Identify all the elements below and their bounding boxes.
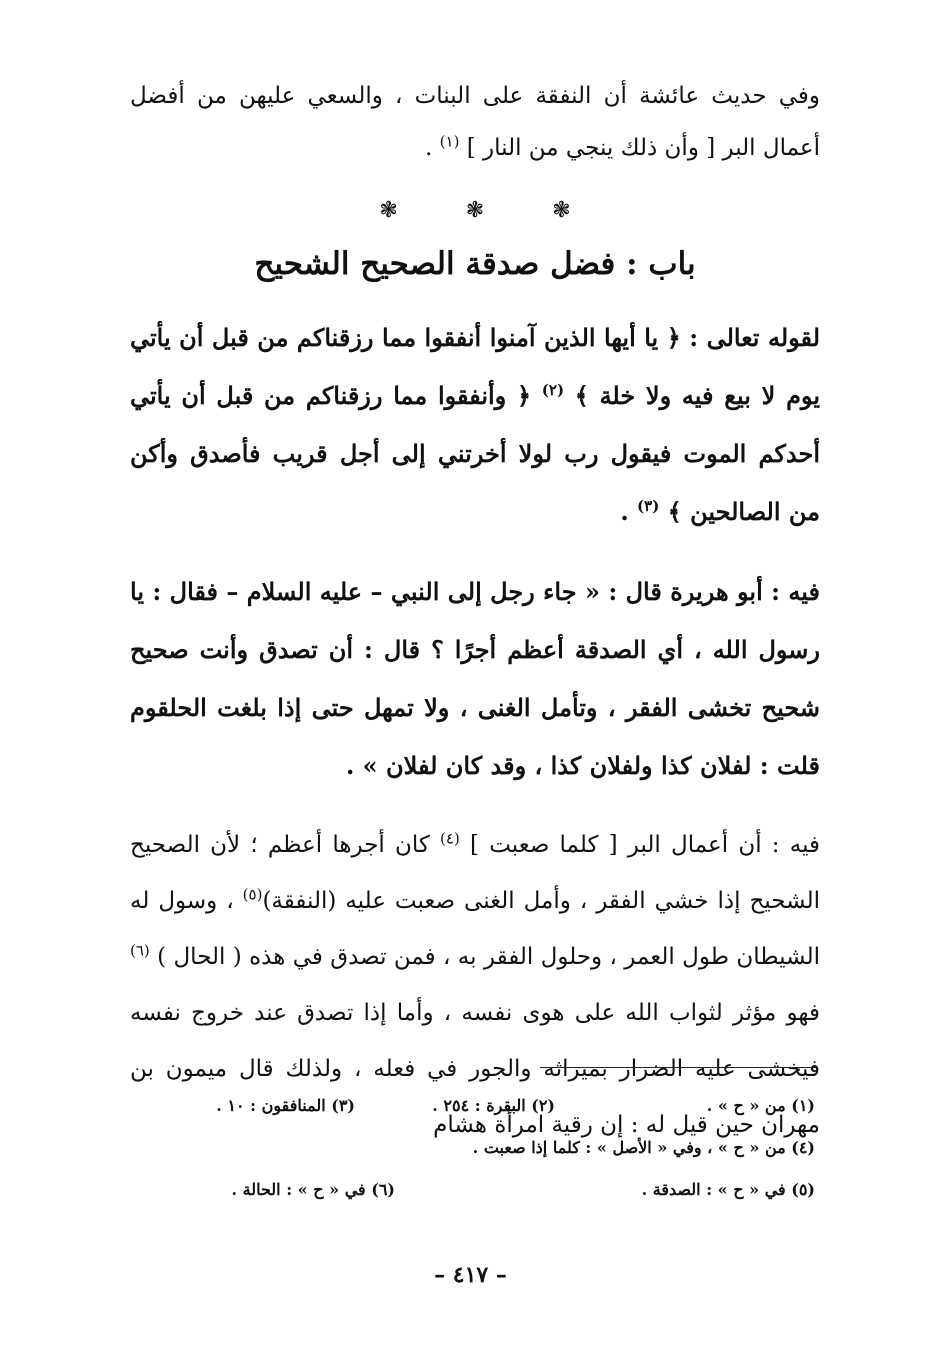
footnote-divider bbox=[540, 1067, 818, 1068]
footnote-row bbox=[150, 1127, 815, 1169]
commentary-text-1: فيه : أن أعمال البر [ كلما صعبت ] bbox=[470, 832, 821, 858]
footnote-ref-2: (٢) bbox=[541, 381, 565, 399]
hadith-paragraph: فيه : أبو هريرة قال : « جاء رجل إلى النبي – عليه السلام – فقال : يا رسول الله ، أي الصدقة أعظم أجرًا ؟ قال : أن تصدق وأنت صحيح شحيح تخشى الفقر ، وتأمل الغنى ، ولا تمهل حتى إذا بلغت الحلقوم قلت : لفلان كذا ولفلان كذا ، وقد كان لفلان » . bbox=[130, 577, 820, 780]
star-ornament: ❃ bbox=[465, 198, 485, 223]
footnote-3: (٣) المنافقون : ١٠ . bbox=[216, 1096, 355, 1115]
commentary-text-3: ، وسول له الشيطان طول العمر ، وحلول الفقر به ، فمن تصدق في هذه ( الحال ) bbox=[130, 888, 820, 970]
footnote-ref-4: (٤) bbox=[440, 829, 460, 848]
verse-text-1: لقوله تعالى : ﴿ يا أيها الذين آمنوا أنفقوا مما رزقناكم من قبل أن يأتي يوم لا بيع فيه ولا خلة ﴾ bbox=[130, 323, 821, 410]
footnote-4: (٤) من « ح » ، وفي « الأصل » : كلما إذا صعبت . bbox=[472, 1138, 815, 1157]
verse-text-2: ﴿ وأنفقوا مما رزقناكم من قبل أن يأتي أحدكم الموت فيقول رب لولا أخرتني إلى أجل قريب فأصدق وأكن من الصالحين ﴾ bbox=[130, 381, 820, 526]
intro-paragraph bbox=[130, 70, 820, 174]
star-ornament: ❃ bbox=[552, 198, 571, 223]
footnote-6: (٦) في « ح » : الحالة . bbox=[231, 1180, 395, 1199]
footnote-1: (١) من « ح » . bbox=[706, 1096, 815, 1115]
footnotes bbox=[150, 1085, 815, 1211]
footnote-5: (٥) في « ح » : الصدقة . bbox=[641, 1180, 815, 1199]
intro-end: . bbox=[425, 135, 440, 161]
footnote-row bbox=[150, 1085, 815, 1127]
footnote-ref-1: (١) bbox=[439, 132, 460, 151]
star-ornament: ❃ bbox=[379, 198, 398, 223]
section-separator bbox=[130, 198, 820, 223]
intro-text: وفي حديث عائشة أن النفقة على البنات ، والسعي عليهن من أفضل أعمال البر [ وأن ذلك ينجي من النار ] bbox=[130, 83, 820, 161]
verse-end: . bbox=[620, 497, 638, 526]
footnote-ref-3: (٣) bbox=[637, 497, 660, 515]
commentary-text-4: فهو مؤثر لثواب الله على هوى نفسه ، وأما إذا تصدق عند خروج نفسه فيخشى عليه الضرار بميراثه والجور في فعله ، ولذلك قال ميمون بن مهران حين قيل له : إن رقية امرأة هشام bbox=[130, 1000, 820, 1138]
footnote-2: (٢) البقرة : ٢٥٤ . bbox=[432, 1096, 555, 1115]
page-body bbox=[130, 70, 820, 1153]
chapter-title: باب : فضل صدقة الصحيح الشحيح bbox=[254, 246, 696, 282]
footnote-row bbox=[150, 1169, 815, 1211]
page-number: – ٤١٧ – bbox=[434, 1262, 507, 1288]
commentary-text-2: كان أجرها أعظم ؛ لأن الصحيح الشحيح إذا خشي الفقر ، وأمل الغنى صعبت عليه (النفقة) bbox=[130, 832, 820, 914]
verse-paragraph bbox=[130, 309, 820, 541]
footnote-ref-5: (٥) bbox=[242, 885, 263, 904]
footnote-ref-6: (٦) bbox=[130, 941, 150, 960]
